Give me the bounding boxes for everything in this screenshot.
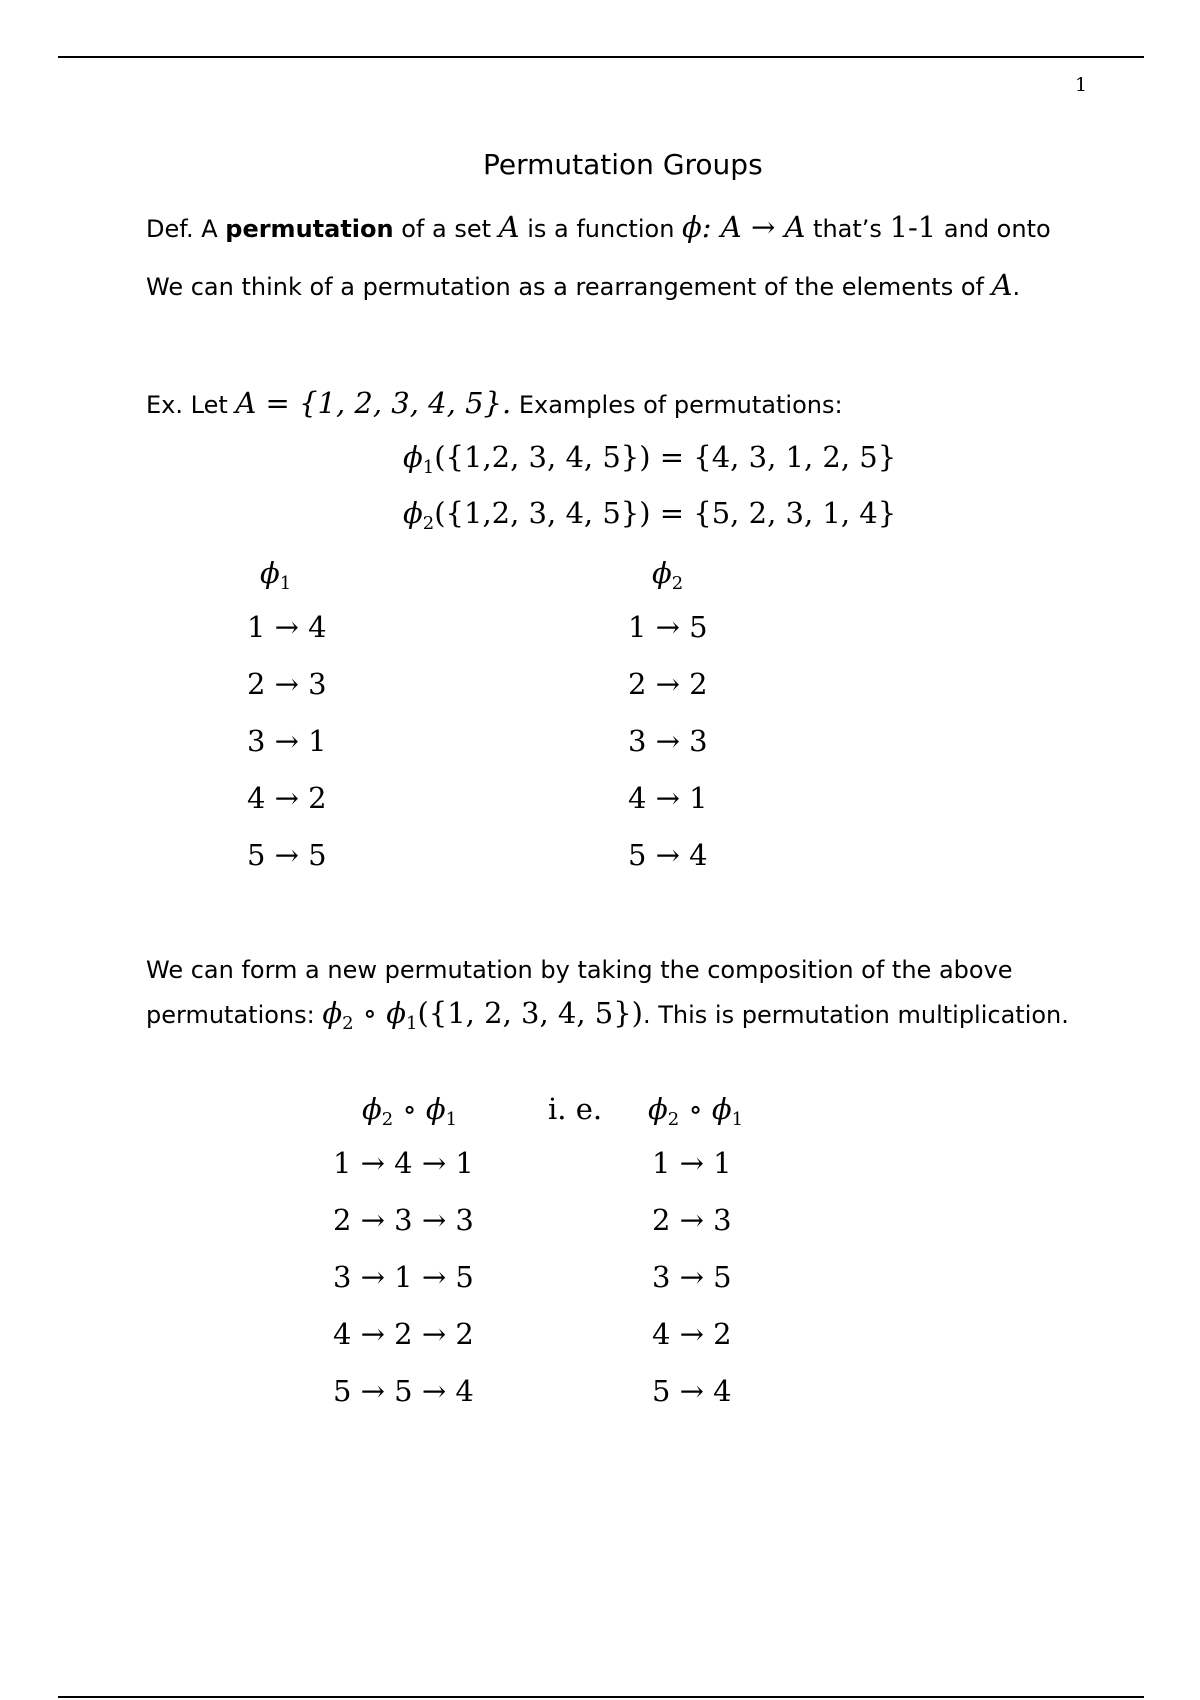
phi1-row: 2 → 3 — [247, 667, 327, 701]
definition-term: permutation — [225, 215, 394, 243]
composition-phi1-symbol: ϕ — [386, 996, 407, 1030]
phi2-eq-sub: 2 — [422, 513, 435, 534]
phi2-equation — [403, 496, 897, 534]
example-line — [146, 386, 843, 420]
phi1-row: 1 → 4 — [247, 610, 327, 644]
comp-right-phi2-symbol: ϕ — [648, 1092, 668, 1126]
composition-phi1-sub: 1 — [406, 1013, 418, 1034]
comp-right-phi2-sub: 2 — [667, 1109, 680, 1130]
phi1-header-sub: 1 — [279, 573, 292, 594]
top-rule — [58, 56, 1144, 58]
composition-left-row: 3 → 1 → 5 — [333, 1260, 474, 1294]
phi1-row: 5 → 5 — [247, 838, 327, 872]
definition-line — [146, 210, 1051, 244]
composition-line2-tail: . This is permutation multiplication. — [643, 1001, 1069, 1029]
definition-one-one: 1-1 — [889, 210, 937, 244]
composition-line2-expr: ({1, 2, 3, 4, 5}) — [417, 996, 643, 1030]
page-title: Permutation Groups — [483, 148, 763, 181]
composition-line1: We can form a new permutation by taking the composition of the above — [146, 956, 1013, 984]
phi2-row: 5 → 4 — [628, 838, 708, 872]
definition-mid3: that’s — [805, 215, 890, 243]
page-number: 1 — [1075, 74, 1088, 96]
composition-line2: permutations: $\phi_2$ ∘ $\phi_1(\{1$, 2, 3, 4, 5}). This is permutation multiplication. — [146, 996, 1069, 1034]
comp-right-phi1-symbol: ϕ — [711, 1092, 732, 1126]
bottom-rule — [58, 1696, 1144, 1698]
composition-left-row: 1 → 4 → 1 — [333, 1146, 474, 1180]
definition-mid2: is a function — [519, 215, 683, 243]
phi2-eq-body: ({1,2, 3, 4, 5}) = {5, 2, 3, 1, 4} — [434, 496, 897, 530]
composition-right-row: 2 → 3 — [652, 1203, 732, 1237]
phi1-eq-sub: 1 — [422, 457, 435, 478]
composition-right-row: 4 → 2 — [652, 1317, 732, 1351]
composition-right-row: 1 → 1 — [652, 1146, 732, 1180]
rearrangement-line — [146, 268, 1020, 302]
example-tail: Examples of permutations: — [511, 391, 843, 419]
comp-right-phi1-sub: 1 — [731, 1109, 744, 1130]
example-lead: Ex. Let — [146, 391, 236, 419]
example-set-def: A = {1, 2, 3, 4, 5}. — [235, 386, 512, 420]
composition-right-row: 5 → 4 — [652, 1374, 732, 1408]
phi1-row: 3 → 1 — [247, 724, 327, 758]
phi1-eq-body: ({1,2, 3, 4, 5}) = {4, 3, 1, 2, 5} — [434, 440, 897, 474]
composition-left-row: 2 → 3 → 3 — [333, 1203, 474, 1237]
rearrangement-var: A — [991, 268, 1013, 302]
definition-set-var: A — [498, 210, 520, 244]
composition-left-row: 5 → 5 → 4 — [333, 1374, 474, 1408]
composition-right-row: 3 → 5 — [652, 1260, 732, 1294]
composition-left-header: $\phi_2$ ∘ $\phi_1$ — [362, 1092, 458, 1130]
composition-phi2-symbol: ϕ — [322, 996, 343, 1030]
definition-mid1: of a set — [393, 215, 499, 243]
phi2-row: 2 → 2 — [628, 667, 708, 701]
comp-left-phi1-sub: 1 — [445, 1109, 458, 1130]
comp-left-phi2-symbol: ϕ — [362, 1092, 382, 1126]
definition-tail: and onto — [936, 215, 1051, 243]
phi1-eq-symbol: ϕ — [403, 440, 423, 474]
composition-right-header: $\phi_2$ ∘ $\phi_1$ — [648, 1092, 744, 1130]
composition-line2-lead: permutations: — [146, 1001, 323, 1029]
definition-lead: Def. A — [146, 215, 226, 243]
phi2-row: 1 → 5 — [628, 610, 708, 644]
rearrangement-end: . — [1012, 273, 1021, 301]
definition-map-expr: ϕ: A → A — [682, 210, 806, 244]
comp-left-phi1-symbol: ϕ — [425, 1092, 446, 1126]
phi2-table-header — [652, 556, 684, 594]
phi2-row: 3 → 3 — [628, 724, 708, 758]
phi2-header-sub: 2 — [671, 573, 684, 594]
phi2-row: 4 → 1 — [628, 781, 708, 815]
composition-ie: i. e. — [548, 1092, 603, 1126]
phi1-table-header — [260, 556, 292, 594]
composition-left-row: 4 → 2 → 2 — [333, 1317, 474, 1351]
phi1-header-symbol: ϕ — [260, 556, 280, 590]
phi2-header-symbol: ϕ — [652, 556, 672, 590]
phi1-row: 4 → 2 — [247, 781, 327, 815]
rearrangement-text: We can think of a permutation as a rearrangement of the elements of — [146, 273, 992, 301]
phi2-eq-symbol: ϕ — [403, 496, 423, 530]
comp-left-phi2-sub: 2 — [381, 1109, 394, 1130]
composition-phi2-sub: 2 — [342, 1013, 354, 1034]
phi1-equation — [403, 440, 897, 478]
